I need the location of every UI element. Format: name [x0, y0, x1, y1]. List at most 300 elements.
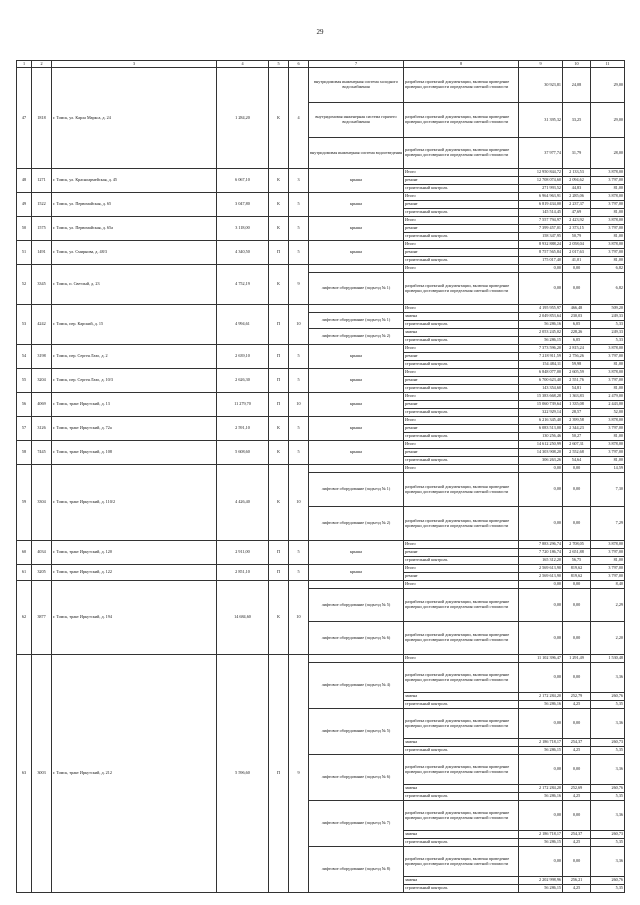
cost-total: 2 172 284,20	[519, 785, 563, 793]
cost-per-sqm: 2 344,23	[563, 425, 591, 433]
cost-limit: 81,00	[591, 361, 625, 369]
wall-type: К	[269, 68, 289, 169]
cost-per-sqm: 41,01	[563, 257, 591, 265]
cost-limit: 5,35	[591, 701, 625, 709]
cost-per-sqm: 2 605,59	[563, 369, 591, 377]
cost-total: 7 399 457,01	[519, 225, 563, 233]
wall-type: П	[269, 305, 289, 345]
cost-total: 12 950 844,72	[519, 169, 563, 177]
line-label: строительный контроль	[404, 337, 519, 345]
wall-type: К	[269, 217, 289, 241]
table-row	[17, 541, 625, 549]
cost-total: 56 286,16	[519, 321, 563, 329]
cost-limit: 3 797,00	[591, 425, 625, 433]
cost-total: 0,00	[519, 622, 563, 655]
cost-total: 175 017,40	[519, 257, 563, 265]
work-type: лифтовое оборудование (подъезд № 5)	[309, 589, 404, 622]
capital-repair-table	[16, 60, 625, 893]
work-type	[309, 465, 404, 473]
table-row	[17, 565, 625, 573]
cost-per-sqm: 0,00	[563, 663, 591, 693]
house-area: 4 752,19	[217, 265, 269, 305]
line-label: строительный контроль	[404, 409, 519, 417]
line-label: разработка проектной документации, включая проведение проверки достоверности определения сметной стоимости	[404, 103, 519, 138]
house-address: г. Томск, тракт Иркутский, д. 108	[52, 441, 217, 465]
cost-per-sqm: 4,25	[563, 701, 591, 709]
house-area: 4 426,40	[217, 465, 269, 541]
house-area: 2 626,30	[217, 369, 269, 393]
work-type: внутридомовая инженерная система горячего водоснабжения	[309, 103, 404, 138]
cost-limit: 2 443,00	[591, 401, 625, 409]
cost-per-sqm: 0,00	[563, 589, 591, 622]
cost-limit: 2,20	[591, 622, 625, 655]
column-header: 10	[563, 61, 591, 68]
house-address: г. Томск, тракт Иркутский, д. 72а	[52, 417, 217, 441]
work-type: крыша	[309, 541, 404, 565]
cost-limit: 509,20	[591, 305, 625, 313]
cost-limit: 81,00	[591, 257, 625, 265]
line-label: ремонт	[404, 225, 519, 233]
cost-per-sqm: 1 291,49	[563, 655, 591, 663]
cost-per-sqm: 0,00	[563, 507, 591, 541]
line-label: ремонт	[404, 549, 519, 557]
cost-limit: 3 797,00	[591, 353, 625, 361]
work-type: лифтовое оборудование (подъезд № 8)	[309, 847, 404, 893]
wall-type: П	[269, 541, 289, 565]
house-id: 3345	[32, 265, 52, 305]
wall-type: К	[269, 169, 289, 193]
row-number: 55	[17, 369, 32, 393]
table-row	[17, 217, 625, 225]
cost-limit: 5,35	[591, 747, 625, 755]
cost-per-sqm: 56,75	[563, 557, 591, 565]
line-label: ремонт	[404, 377, 519, 385]
line-label: замена	[404, 313, 519, 321]
work-type: лифтовое оборудование (подъезд № 6)	[309, 755, 404, 801]
wall-type: К	[269, 581, 289, 655]
line-label: разработка проектной документации, включая проведение проверки достоверности определения сметной стоимости	[404, 801, 519, 831]
line-label: Итого	[404, 193, 519, 201]
work-type: крыша	[309, 217, 404, 241]
work-type: крыша	[309, 565, 404, 581]
line-label: разработка проектной документации, включая проведение проверки достоверности определения сметной стоимости	[404, 68, 519, 103]
cost-limit: 260,76	[591, 693, 625, 701]
cost-limit: 3,36	[591, 801, 625, 831]
cost-per-sqm: 0,00	[563, 473, 591, 507]
cost-limit: 81,00	[591, 557, 625, 565]
row-number: 52	[17, 265, 32, 305]
line-label: разработка проектной документации, включая проведение проверки достоверности определения сметной стоимости	[404, 709, 519, 739]
house-id: 3003	[32, 655, 52, 893]
cost-per-sqm: 254,37	[563, 739, 591, 747]
cost-total: 56 286,16	[519, 701, 563, 709]
cost-total: 154 484,11	[519, 361, 563, 369]
cost-total: 2 053 245,02	[519, 329, 563, 337]
cost-total: 2 049 853,64	[519, 313, 563, 321]
cost-per-sqm: 254,37	[563, 831, 591, 839]
cost-limit: 3 797,00	[591, 201, 625, 209]
column-header: 3	[52, 61, 217, 68]
cost-total: 37 977,74	[519, 138, 563, 169]
cost-limit: 14,59	[591, 465, 625, 473]
wall-type: К	[269, 465, 289, 541]
house-address: г. Томск, п. Светлый, д. 23	[52, 265, 217, 305]
line-label: ремонт	[404, 449, 519, 457]
cost-per-sqm: 31,79	[563, 138, 591, 169]
table-row	[17, 68, 625, 103]
cost-per-sqm: 0,00	[563, 273, 591, 305]
cost-per-sqm: 2 237,37	[563, 201, 591, 209]
house-address: г. Томск, ул. Карла Маркса, д. 24	[52, 68, 217, 169]
house-id: 1818	[32, 68, 52, 169]
house-area: 5 596,60	[217, 655, 269, 893]
house-area: 5 608,60	[217, 441, 269, 465]
house-id: 4242	[32, 305, 52, 345]
cost-total: 143 354,60	[519, 385, 563, 393]
house-address: г. Томск, ул. Красноармейская, д. 45	[52, 169, 217, 193]
cost-per-sqm: 44,83	[563, 185, 591, 193]
cost-total: 4 195 955,97	[519, 305, 563, 313]
cost-limit: 81,00	[591, 385, 625, 393]
cost-limit: 5,35	[591, 793, 625, 801]
work-type: лифтовое оборудование (подъезд № 2)	[309, 507, 404, 541]
line-label: Итого	[404, 417, 519, 425]
cost-per-sqm: 466,48	[563, 305, 591, 313]
column-header: 4	[217, 61, 269, 68]
cost-limit: 3 878,00	[591, 345, 625, 353]
house-area: 2 911,00	[217, 541, 269, 565]
cost-total: 2 186 718,17	[519, 831, 563, 839]
cost-total: 0,00	[519, 847, 563, 877]
line-label: строительный контроль	[404, 885, 519, 893]
cost-per-sqm: 6,05	[563, 321, 591, 329]
cost-total: 6 083 513,00	[519, 425, 563, 433]
cost-per-sqm: 1 363,83	[563, 393, 591, 401]
house-area: 1 284,20	[217, 68, 269, 169]
line-label: Итого	[404, 241, 519, 249]
cost-per-sqm: 0,00	[563, 755, 591, 785]
line-label: строительный контроль	[404, 185, 519, 193]
work-type: лифтовое оборудование (подъезд № 1)	[309, 313, 404, 329]
column-header: 9	[519, 61, 563, 68]
house-area: 3 047,80	[217, 193, 269, 217]
cost-total: 322 929,14	[519, 409, 563, 417]
cost-limit: 3 878,00	[591, 241, 625, 249]
cost-limit: 6,82	[591, 265, 625, 273]
cost-total: 0,00	[519, 755, 563, 785]
work-type: внутридомовая инженерная система холодного водоснабжения	[309, 68, 404, 103]
line-label: строительный контроль	[404, 321, 519, 329]
cost-limit: 8,40	[591, 581, 625, 589]
house-address: г. Томск, пер. Карский, д. 15	[52, 305, 217, 345]
cost-limit: 81,00	[591, 233, 625, 241]
cost-total: 15 060 739,64	[519, 401, 563, 409]
cost-total: 7 218 911,59	[519, 353, 563, 361]
line-label: разработка проектной документации, включая проведение проверки достоверности определения сметной стоимости	[404, 755, 519, 785]
cost-total: 2 202 998,96	[519, 877, 563, 885]
cost-total: 0,00	[519, 589, 563, 622]
line-label: Итого	[404, 305, 519, 313]
cost-per-sqm: 4,25	[563, 793, 591, 801]
cost-limit: 260,73	[591, 739, 625, 747]
cost-per-sqm: 2 551,76	[563, 377, 591, 385]
cost-total: 15 383 668,28	[519, 393, 563, 401]
floors: 9	[289, 265, 309, 305]
floors: 10	[289, 581, 309, 655]
cost-limit: 260,76	[591, 785, 625, 793]
cost-per-sqm: 0,00	[563, 581, 591, 589]
line-label: ремонт	[404, 201, 519, 209]
cost-per-sqm: 54,64	[563, 457, 591, 465]
row-number: 53	[17, 305, 32, 345]
cost-total: 158 347,95	[519, 233, 563, 241]
house-address: г. Томск, тракт Иркутский, д. 194	[52, 581, 217, 655]
floors: 5	[289, 241, 309, 265]
line-label: замена	[404, 739, 519, 747]
cost-limit: 7,29	[591, 507, 625, 541]
cost-per-sqm: 2 373,15	[563, 225, 591, 233]
floors: 5	[289, 193, 309, 217]
work-type	[309, 305, 404, 313]
wall-type: К	[269, 193, 289, 217]
house-address: г. Томск, тракт Иркутский, д. 122	[52, 565, 217, 581]
cost-per-sqm: 50,27	[563, 433, 591, 441]
house-area: 2 851,10	[217, 565, 269, 581]
line-label: ремонт	[404, 177, 519, 185]
work-type: лифтовое оборудование (подъезд № 6)	[309, 622, 404, 655]
cost-total: 165 312,20	[519, 557, 563, 565]
work-type	[309, 265, 404, 273]
line-label: Итого	[404, 541, 519, 549]
cost-limit: 260,73	[591, 831, 625, 839]
cost-limit: 3 878,00	[591, 193, 625, 201]
cost-total: 2 569 613,90	[519, 573, 563, 581]
floors: 5	[289, 217, 309, 241]
house-address: г. Томск, тракт Иркутский, д. 212	[52, 655, 217, 893]
line-label: Итого	[404, 655, 519, 663]
wall-type: К	[269, 265, 289, 305]
wall-type: П	[269, 345, 289, 369]
row-number: 59	[17, 465, 32, 541]
cost-limit: 3 797,00	[591, 225, 625, 233]
line-label: ремонт	[404, 401, 519, 409]
cost-total: 12 708 074,60	[519, 177, 563, 185]
cost-total: 0,00	[519, 265, 563, 273]
cost-limit: 3,36	[591, 755, 625, 785]
house-address: г. Томск, пер. Сергея Лазо, д. 2	[52, 345, 217, 369]
line-label: разработка проектной документации, включая проведение проверки достоверности определения сметной стоимости	[404, 663, 519, 693]
cost-limit: 3 878,00	[591, 541, 625, 549]
work-type: лифтовое оборудование (подъезд № 1)	[309, 273, 404, 305]
cost-total: 11 102 396,47	[519, 655, 563, 663]
cost-per-sqm: 2 651,88	[563, 549, 591, 557]
house-address: г. Томск, тракт Иркутский, д. 120	[52, 541, 217, 565]
row-number: 54	[17, 345, 32, 369]
cost-per-sqm: 0,00	[563, 622, 591, 655]
line-label: разработка проектной документации, включая проведение проверки достоверности определения сметной стоимости	[404, 847, 519, 877]
cost-total: 7 557 794,97	[519, 217, 563, 225]
cost-per-sqm: 0,00	[563, 709, 591, 739]
cost-total: 56 286,15	[519, 747, 563, 755]
cost-limit: 3 797,00	[591, 573, 625, 581]
house-area: 11 279,70	[217, 393, 269, 417]
cost-total: 0,00	[519, 709, 563, 739]
wall-type: П	[269, 393, 289, 417]
floors: 5	[289, 345, 309, 369]
house-area: 4 340,50	[217, 241, 269, 265]
cost-limit: 81,00	[591, 185, 625, 193]
row-number: 49	[17, 193, 32, 217]
cost-total: 2 172 284,20	[519, 693, 563, 701]
cost-total: 8 932 888,24	[519, 241, 563, 249]
table-row	[17, 581, 625, 589]
cost-limit: 5,35	[591, 885, 625, 893]
line-label: строительный контроль	[404, 433, 519, 441]
floors: 5	[289, 441, 309, 465]
cost-per-sqm: 2 399,58	[563, 417, 591, 425]
cost-per-sqm: 6,05	[563, 337, 591, 345]
cost-per-sqm: 4,25	[563, 839, 591, 847]
cost-total: 6 216 345,40	[519, 417, 563, 425]
wall-type: П	[269, 369, 289, 393]
house-id: 1575	[32, 217, 52, 241]
cost-limit: 3 878,00	[591, 441, 625, 449]
floors: 4	[289, 68, 309, 169]
cost-total: 145 514,45	[519, 209, 563, 217]
cost-per-sqm: 4,25	[563, 885, 591, 893]
cost-total: 56 286,15	[519, 337, 563, 345]
column-header: 5	[269, 61, 289, 68]
cost-limit: 260,76	[591, 877, 625, 885]
work-type: крыша	[309, 369, 404, 393]
line-label: разработка проектной документации, включая проведение проверки достоверности определения сметной стоимости	[404, 507, 519, 541]
cost-total: 56 286,16	[519, 793, 563, 801]
table-row	[17, 169, 625, 177]
row-number: 51	[17, 241, 32, 265]
floors: 10	[289, 305, 309, 345]
cost-total: 31 395,32	[519, 103, 563, 138]
cost-total: 0,00	[519, 663, 563, 693]
line-label: ремонт	[404, 425, 519, 433]
cost-limit: 3 878,00	[591, 217, 625, 225]
cost-limit: 7,30	[591, 473, 625, 507]
wall-type: П	[269, 241, 289, 265]
line-label: ремонт	[404, 573, 519, 581]
work-type: внутридомовая инженерная система водоотведения	[309, 138, 404, 169]
cost-total: 6 964 963,91	[519, 193, 563, 201]
line-label: строительный контроль	[404, 209, 519, 217]
line-label: замена	[404, 831, 519, 839]
house-id: 1491	[32, 241, 52, 265]
cost-total: 0,00	[519, 465, 563, 473]
cost-limit: 29,00	[591, 103, 625, 138]
line-label: замена	[404, 785, 519, 793]
cost-per-sqm: 2 423,92	[563, 217, 591, 225]
cost-limit: 6,82	[591, 273, 625, 305]
table-row	[17, 345, 625, 353]
table-row	[17, 305, 625, 313]
line-label: строительный контроль	[404, 839, 519, 847]
cost-per-sqm: 256,21	[563, 877, 591, 885]
work-type: лифтовое оборудование (подъезд № 2)	[309, 329, 404, 345]
cost-per-sqm: 2 708,05	[563, 541, 591, 549]
floors: 5	[289, 417, 309, 441]
cost-per-sqm: 0,00	[563, 465, 591, 473]
cost-limit: 2 479,00	[591, 393, 625, 401]
house-address: г. Томск, ул. Первомайская, д. 65а	[52, 217, 217, 241]
house-address: г. Томск, ул. Первомайская, д. 65	[52, 193, 217, 217]
cost-per-sqm: 0,00	[563, 801, 591, 831]
row-number: 50	[17, 217, 32, 241]
cost-limit: 5,35	[591, 839, 625, 847]
work-type: лифтовое оборудование (подъезд № 7)	[309, 801, 404, 847]
line-label: замена	[404, 329, 519, 337]
table-row	[17, 393, 625, 401]
cost-total: 0,00	[519, 273, 563, 305]
cost-limit: 3 878,00	[591, 417, 625, 425]
cost-total: 6 700 623,40	[519, 377, 563, 385]
cost-total: 7 720 186,74	[519, 549, 563, 557]
house-id: 4069	[32, 393, 52, 417]
cost-per-sqm: 33,25	[563, 103, 591, 138]
cost-total: 6 819 434,00	[519, 201, 563, 209]
work-type: крыша	[309, 345, 404, 369]
line-label: Итого	[404, 217, 519, 225]
cost-limit: 29,00	[591, 68, 625, 103]
cost-total: 0,00	[519, 507, 563, 541]
row-number: 61	[17, 565, 32, 581]
cost-limit: 249,33	[591, 329, 625, 337]
line-label: строительный контроль	[404, 233, 519, 241]
cost-per-sqm: 50,79	[563, 233, 591, 241]
house-area: 2 591,10	[217, 417, 269, 441]
line-label: Итого	[404, 581, 519, 589]
line-label: Итого	[404, 169, 519, 177]
cost-total: 0,00	[519, 473, 563, 507]
line-label: Итого	[404, 565, 519, 573]
table-row	[17, 441, 625, 449]
house-area: 2 639,10	[217, 345, 269, 369]
wall-type: П	[269, 655, 289, 893]
work-type: крыша	[309, 441, 404, 465]
house-id: 3304	[32, 465, 52, 541]
cost-limit: 81,00	[591, 433, 625, 441]
cost-limit: 3 797,00	[591, 565, 625, 573]
line-label: замена	[404, 877, 519, 885]
table-row	[17, 193, 625, 201]
house-id: 1271	[32, 169, 52, 193]
cost-per-sqm: 819,62	[563, 573, 591, 581]
column-header: 1	[17, 61, 32, 68]
house-address: г. Томск, пер. Сергея Лазо, д. 10/3	[52, 369, 217, 393]
column-header: 8	[404, 61, 519, 68]
cost-total: 306 263,26	[519, 457, 563, 465]
cost-per-sqm: 54,81	[563, 385, 591, 393]
house-id: 3198	[32, 345, 52, 369]
line-label: разработка проектной документации, включая проведение проверки достоверности определения сметной стоимости	[404, 273, 519, 305]
cost-per-sqm: 0,00	[563, 265, 591, 273]
table-row	[17, 369, 625, 377]
cost-limit: 3,36	[591, 709, 625, 739]
line-label: разработка проектной документации, включая проведение проверки достоверности определения сметной стоимости	[404, 138, 519, 169]
cost-limit: 3 797,00	[591, 377, 625, 385]
cost-per-sqm: 252,69	[563, 785, 591, 793]
row-number: 56	[17, 393, 32, 417]
line-label: строительный контроль	[404, 457, 519, 465]
cost-per-sqm: 2 058,04	[563, 241, 591, 249]
line-label: строительный контроль	[404, 557, 519, 565]
row-number: 48	[17, 169, 32, 193]
